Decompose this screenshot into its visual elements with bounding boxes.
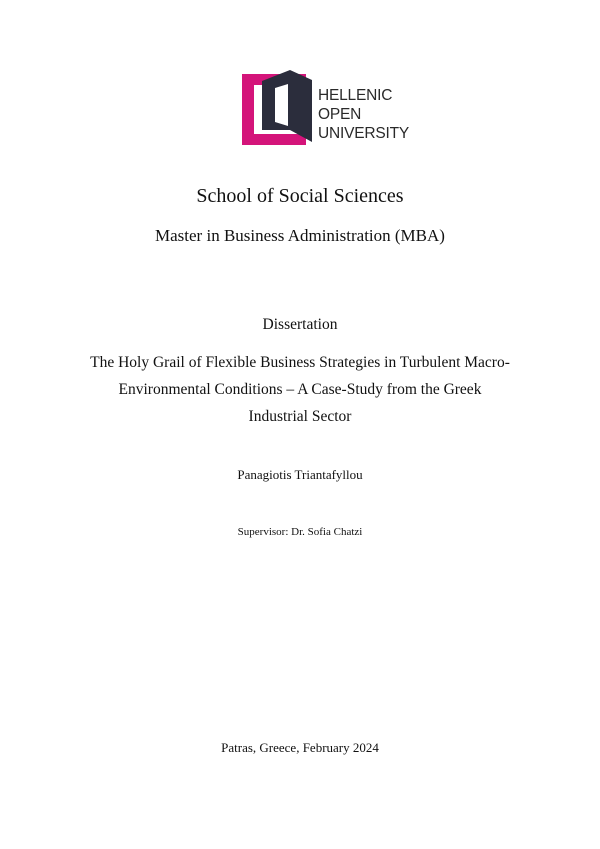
logo-line-university: UNIVERSITY bbox=[318, 125, 410, 142]
logo-wordmark bbox=[318, 86, 409, 143]
school-name: School of Social Sciences bbox=[196, 185, 404, 207]
title-line-1: The Holy Grail of Flexible Business Strategies in Turbulent Macro- bbox=[90, 354, 510, 371]
title-line-2: Environmental Conditions – A Case-Study from the Greek bbox=[118, 381, 482, 398]
author-name: Panagiotis Triantafyllou bbox=[237, 467, 363, 482]
document-type: Dissertation bbox=[262, 316, 338, 333]
hellenic-open-university-logo-icon bbox=[242, 70, 316, 148]
logo-line-hellenic: HELLENIC bbox=[318, 87, 393, 104]
program-name: Master in Business Administration (MBA) bbox=[155, 226, 445, 245]
place-and-date: Patras, Greece, February 2024 bbox=[221, 740, 379, 755]
supervisor-line: Supervisor: Dr. Sofia Chatzi bbox=[237, 526, 363, 538]
university-logo bbox=[242, 70, 412, 148]
dissertation-title bbox=[0, 349, 600, 430]
title-line-3: Industrial Sector bbox=[248, 408, 352, 425]
logo-line-open: OPEN bbox=[318, 106, 362, 123]
